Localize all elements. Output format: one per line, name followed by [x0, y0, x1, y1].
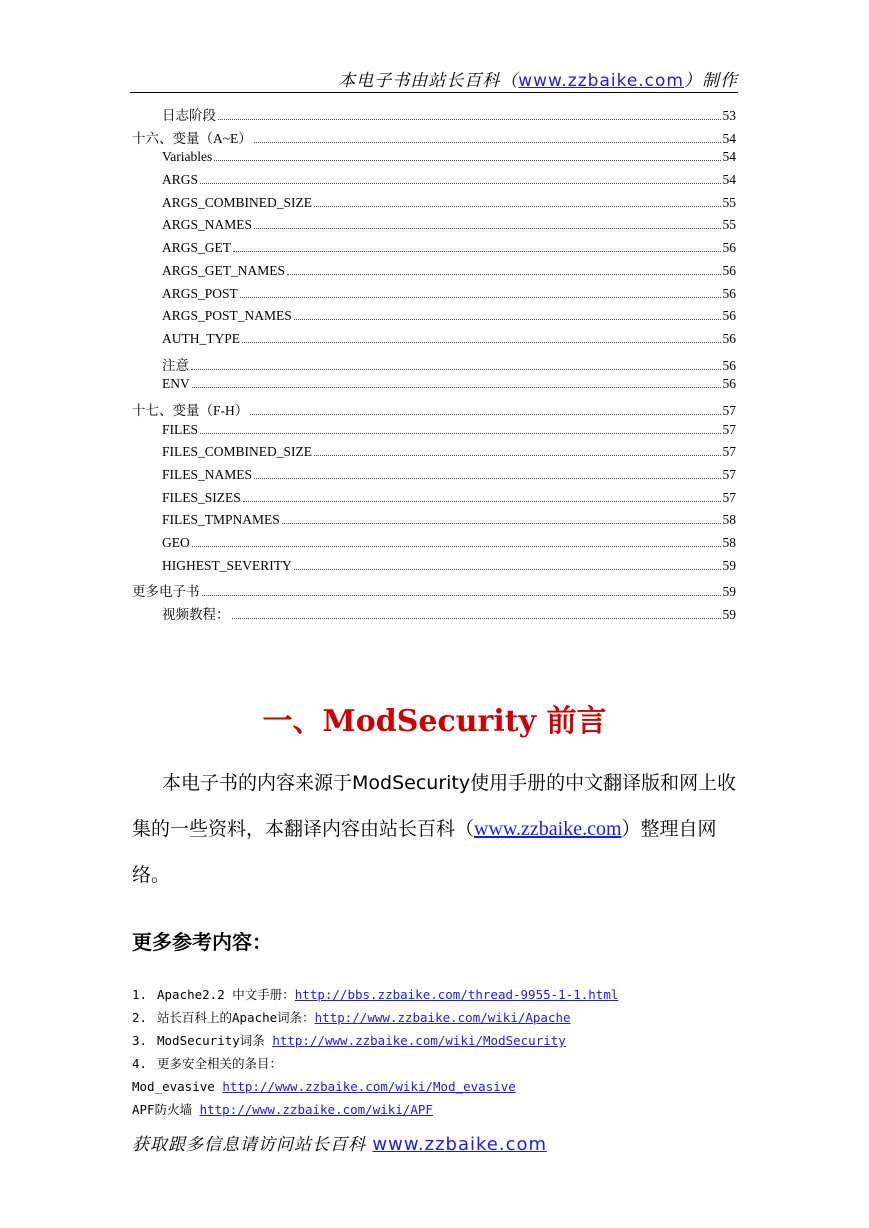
ref-text: 站长百科上的Apache词条： [157, 1010, 315, 1025]
toc-leader-dots [214, 159, 720, 161]
page-footer [132, 1130, 547, 1155]
toc-entry-page: 55 [722, 217, 736, 233]
toc-entry-title: ARGS_NAMES [162, 217, 253, 233]
toc-entry[interactable] [132, 467, 736, 490]
ref-item [132, 1052, 738, 1075]
toc-entry-title: FILES_TMPNAMES [162, 512, 280, 528]
header-text [338, 66, 738, 91]
toc-entry-title: 十六、变量（A~E） [132, 130, 252, 146]
subref-item [132, 1098, 738, 1121]
toc-entry[interactable] [132, 308, 736, 331]
toc-leader-dots [314, 205, 720, 207]
toc-entry[interactable] [132, 535, 736, 558]
subref-text: Mod_evasive [132, 1079, 223, 1094]
toc-leader-dots [200, 432, 720, 434]
ref-item [132, 983, 738, 1006]
toc-leader-dots [192, 386, 721, 388]
toc-entry[interactable] [132, 376, 736, 399]
toc-entry-title: ARGS_POST [162, 285, 238, 301]
toc-entry-page: 56 [722, 240, 736, 256]
toc-entry[interactable] [132, 603, 736, 626]
toc-entry-page: 57 [722, 421, 736, 437]
toc-entry-title: FILES [162, 421, 199, 437]
ref-item [132, 1029, 738, 1052]
toc-leader-dots [202, 594, 721, 596]
toc-entry-title: FILES_SIZES [162, 489, 241, 505]
toc-entry-page: 58 [722, 535, 736, 551]
ref-link[interactable]: http://bbs.zzbaike.com/thread-9955-1-1.html [294, 987, 619, 1002]
ref-text: ModSecurity词条 [157, 1033, 273, 1048]
toc-entry[interactable] [132, 331, 736, 354]
toc-entry-page: 59 [722, 584, 736, 600]
toc-entry-page: 54 [722, 172, 736, 188]
subref-link[interactable]: http://www.zzbaike.com/wiki/APF [199, 1102, 433, 1117]
toc-entry-title: GEO [162, 535, 190, 551]
reference-list [132, 983, 738, 1121]
toc-entry[interactable] [132, 399, 736, 422]
toc-entry-title: ENV [162, 376, 190, 392]
toc-entry-page: 56 [722, 285, 736, 301]
intro-paragraph [132, 760, 738, 898]
toc-entry-title: Variables [162, 149, 213, 165]
toc-leader-dots [191, 368, 721, 370]
ref-item [132, 1006, 738, 1029]
toc-entry-page: 54 [722, 130, 736, 146]
toc-leader-dots [200, 182, 720, 184]
intro-link[interactable]: www.zzbaike.com [474, 818, 622, 840]
header-text-before: 本电子书由站长百科（ [338, 71, 519, 91]
toc-entry[interactable] [132, 354, 736, 377]
toc-entry-title: ARGS [162, 172, 199, 188]
toc-leader-dots [294, 318, 721, 320]
toc-entry-page: 56 [722, 330, 736, 346]
toc-entry-title: 更多电子书 [132, 584, 200, 600]
ref-text: Apache2.2 中文手册： [157, 987, 295, 1002]
footer-link[interactable]: www.zzbaike.com [372, 1134, 548, 1155]
toc-entry-title: FILES_NAMES [162, 467, 253, 482]
toc-entry-page: 55 [722, 194, 736, 210]
toc-entry[interactable] [132, 149, 736, 172]
toc-leader-dots [192, 545, 721, 547]
subref-link[interactable]: http://www.zzbaike.com/wiki/Mod_evasive [222, 1079, 516, 1094]
ref-text: 更多安全相关的条目： [157, 1056, 283, 1071]
subref-text: APF防火墙 [132, 1102, 200, 1117]
toc-entry-page: 57 [722, 467, 736, 482]
toc-leader-dots [250, 413, 720, 415]
toc-entry-page: 56 [722, 262, 736, 278]
intro-text-before: 本电子书的内容来源于ModSecurity使用手册的中文翻译版和网上收集的一些资料，本翻译内容由站长百科（ [132, 772, 737, 840]
toc-entry-page: 57 [722, 444, 736, 460]
header-link[interactable]: www.zzbaike.com [518, 71, 684, 91]
toc-entry-title: 注意 [162, 357, 189, 373]
footer-text: 获取跟多信息请访问站长百科 [132, 1135, 373, 1155]
toc-entry-page: 58 [722, 512, 736, 528]
toc-entry-page: 57 [722, 402, 736, 418]
header-text-after: ）制作 [684, 71, 738, 91]
section-title: 一、ModSecurity 前言 [262, 704, 607, 739]
ref-number: 4. [132, 1056, 148, 1071]
toc-entry-page: 59 [722, 607, 736, 623]
toc-entry-page: 54 [722, 149, 736, 165]
toc-entry-title: HIGHEST_SEVERITY [162, 557, 292, 573]
toc-entry-page: 56 [722, 357, 736, 373]
toc-entry-title: ARGS_GET [162, 240, 232, 256]
toc-entry[interactable] [132, 263, 736, 286]
toc-leader-dots [218, 118, 721, 120]
toc-entry[interactable] [132, 195, 736, 218]
ref-link[interactable]: http://www.zzbaike.com/wiki/Apache [314, 1010, 571, 1025]
toc-leader-dots [282, 522, 721, 524]
toc-leader-dots [287, 273, 720, 275]
ref-link[interactable]: http://www.zzbaike.com/wiki/ModSecurity [272, 1033, 566, 1048]
subref-item [132, 1075, 738, 1098]
toc-leader-dots [232, 617, 721, 619]
toc-entry-title: AUTH_TYPE [162, 330, 240, 346]
ref-number: 1. [132, 987, 148, 1002]
toc-entry[interactable] [132, 580, 736, 603]
toc-entry[interactable] [132, 512, 736, 535]
toc-entry-page: 56 [722, 376, 736, 392]
toc-entry[interactable] [132, 217, 736, 240]
toc-leader-dots [314, 454, 720, 456]
toc-entry-title: 十七、变量（F-H） [132, 402, 249, 418]
toc-entry[interactable] [132, 104, 736, 127]
toc-entry-title: ARGS_GET_NAMES [162, 262, 286, 278]
toc-entry-title: 日志阶段 [162, 108, 216, 123]
toc-leader-dots [254, 141, 721, 143]
toc-entry-page: 56 [722, 308, 736, 324]
toc-leader-dots [254, 477, 720, 479]
toc-entry-page: 59 [722, 557, 736, 573]
page-header [130, 60, 738, 93]
ref-number: 3. [132, 1033, 148, 1048]
toc-entry[interactable] [132, 422, 736, 445]
toc-entry[interactable] [132, 286, 736, 309]
toc-entry[interactable] [132, 558, 736, 581]
toc-entry-title: FILES_COMBINED_SIZE [162, 444, 313, 460]
toc-leader-dots [240, 296, 721, 298]
toc-entry-title: ARGS_POST_NAMES [162, 308, 292, 324]
toc-leader-dots [242, 341, 721, 343]
toc-leader-dots [243, 500, 721, 502]
toc-entry[interactable] [132, 490, 736, 513]
toc-entry-title: ARGS_COMBINED_SIZE [162, 194, 313, 210]
toc-leader-dots [294, 568, 721, 570]
refs-heading: 更多参考内容： [132, 930, 272, 954]
toc-leader-dots [233, 250, 720, 252]
intro-text-after: ）整理自网络。 [132, 818, 717, 886]
toc-entry-title: 视频教程： [162, 607, 230, 623]
toc-leader-dots [254, 227, 720, 229]
toc-entry-page: 53 [722, 108, 736, 123]
toc-entry[interactable] [132, 240, 736, 263]
toc-entry[interactable] [132, 172, 736, 195]
toc-entry[interactable] [132, 444, 736, 467]
toc-entry[interactable] [132, 127, 736, 150]
toc-entry-page: 57 [722, 489, 736, 505]
ref-number: 2. [132, 1010, 148, 1025]
table-of-contents [132, 104, 736, 626]
